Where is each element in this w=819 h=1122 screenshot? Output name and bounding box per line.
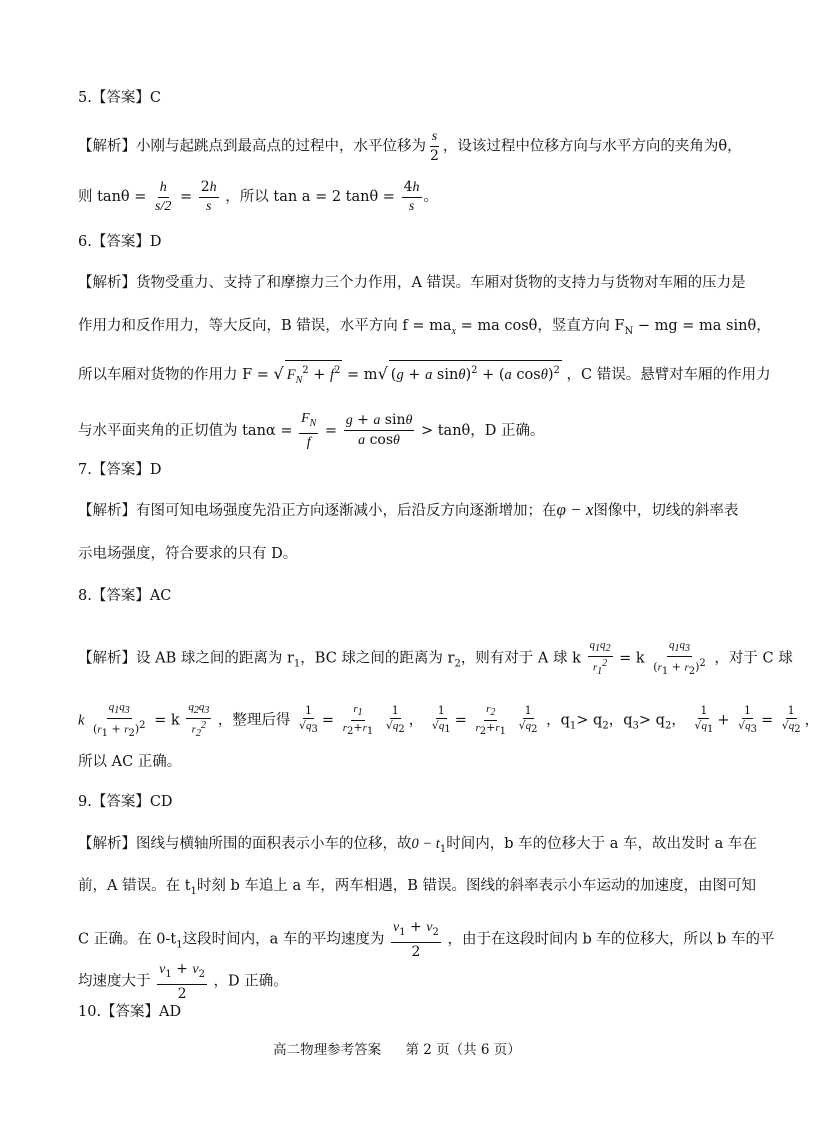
q9-answer: 9.【答案】CD (78, 794, 173, 810)
q7-answer: 7.【答案】D (78, 462, 162, 478)
q5-line1: 【解析】小刚与起跳点到最高点的过程中，水平位移为 $\frac{s}{2}$ ，设该过程中位移方向与水平方向的夹角为θ， (78, 129, 742, 164)
q6-answer: 6.【答案】D (78, 234, 162, 250)
q9-line4: 均速度大于 $\frac{v_1 + v_2}{2}$ ，D 正确。 (78, 961, 288, 1002)
q8-line2: k $\frac{q_1q_3}{(r_1 + r_2)^2}$ = k $\frac{q_2q_3}{r_2^2}$ ，整理后得 $\frac{1}{√q_3}$ = $\frac{r_1}{r_2+r_1}$ $\frac{1}{√q_2}$ ， $\frac{1}{√q_1}$ = $\frac{r_2}{r_2+r_1}$ $\frac{1}{√q_2}$ ，$q_1> q_2$，$q_3> q_2$， $\frac{1}{√q_1}$ + $\frac{1}{√q_3}$ = $\frac{1}{√q_2}$ ， (78, 701, 819, 740)
q6-line3: 所以车厢对货物的作用力 F = √ $F_N^2 + f^2 = m√$ (g + a sinθ)$^2$ + (a cosθ)$^2$ ，C 错误。悬臂对车厢的作用力 (78, 360, 771, 391)
q6-line4: 与水平面夹角的正切值为 tanα = $\frac{F_N}{f}$ = $\frac{\text{g + a sinθ}}{\text{a cosθ}}$ > tanθ，D 正确。 (78, 411, 545, 450)
q8-line1: 【解析】设 AB 球之间的距离为 $r_1$，BC 球之间的距离为 $r_2$，则有对于 A 球 k $\frac{q_1q_2}{r_1^2}$ = k $\frac{q_1q_3}{(r_1 + r_2)^2}$ ，对于 C 球 (78, 639, 793, 678)
q7-line1: 【解析】有图可知电场强度先沿正方向逐渐减小，后沿反方向逐渐增加；在φ − x图像中，切线的斜率表 (78, 500, 739, 519)
q9-line1: 【解析】图线与横轴所围的面积表示小车的位移，故$0 - t_1$时间内，b 车的位移大于 a 车，故出发时 a 车在 (78, 836, 757, 855)
q9-line2: 前，A 错误。在 $t_1$时刻 b 车追上 a 车，两车相遇，B 错误。图线的斜率表示小车运动的加速度，由图可知 (78, 878, 757, 897)
q5-answer: 5.【答案】C (78, 90, 161, 106)
q7-line2: 示电场强度，符合要求的只有 D。 (78, 546, 298, 562)
q6-line2: 作用力和反作用力，等大反向，B 错误，水平方向 $f = ma_x$ = ma cosθ，竖直方向 $F_N$ − mg = ma sinθ， (78, 318, 771, 337)
q6-line1: 【解析】货物受重力、支持了和摩擦力三个力作用，A 错误。车厢对货物的支持力与货物对车厢的压力是 (78, 275, 746, 291)
q8-line3: 所以 AC 正确。 (78, 754, 182, 770)
footer-page-number: 第 2 页（共 6 页） (405, 1042, 521, 1058)
q5-line2: 则 tanθ = $\frac{h}{s/2}$ = $\frac{2h}{s}$ ，所以 tan a = 2 tanθ = $\frac{4h}{s}$ 。 (78, 179, 438, 214)
q8-answer: 8.【答案】AC (78, 588, 172, 604)
footer-title: 高二物理参考答案 (273, 1042, 382, 1058)
q9-line3: C 正确。在 $0-t_1$这段时间内，a 车的平均速度为 $\frac{v_1 + v_2}{2}$ ，由于在这段时间内 b 车的位移大，所以 b 车的平 (78, 919, 775, 960)
q10-answer: 10.【答案】AD (78, 1004, 182, 1020)
page-footer (0, 1038, 794, 1058)
